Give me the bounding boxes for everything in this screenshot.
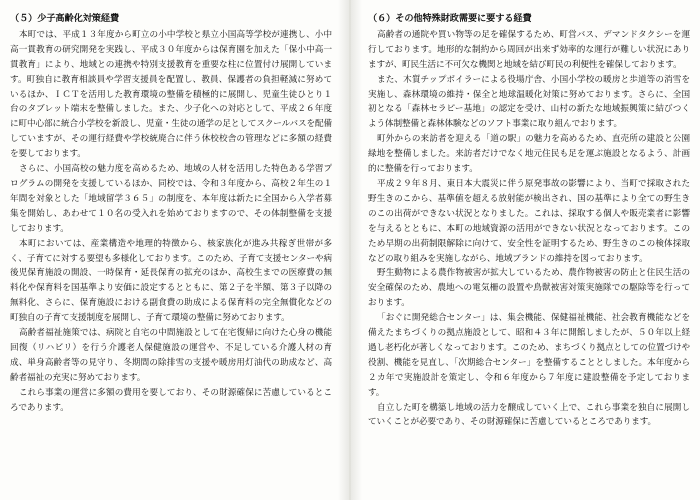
paragraph: これら事業の運営に多額の費用を要しており、その財源確保に苦慮しているところであります。	[10, 387, 332, 413]
paragraph: 高齢者の通院や買い物等の足を確保するため、町営バス、デマンドタクシーを運行しております。地形的な制約から周回が出来ず効率的な運行が難しい状況にありますが、町民生活に不可欠な機関と地域を結び町民の利便性を確保しております。	[368, 29, 690, 70]
book-gutter	[338, 0, 362, 500]
paragraph: 本町においては、産業構造や地理的特徴から、核家族化が進み共稼ぎ世帯が多く、子育てに対する要望も多様化しております。このため、子育て支援センターや病後児保育施設の開設、一時保育・延長保育の拡充のほか、高校生までの医療費の無料化や保育料を国基準より安価に設定するとともに、第２子を半額、第３子以降の無料化、さらに、保育施設における副食費の助成による保育料の完全無償化などの町独自の子育て支援制度を展開し、子育て環境の整備に努めております。	[10, 238, 332, 324]
paragraph: 平成２９年８月、東日本大震災に伴う原発事故の影響により、当町で採取された野生きのこから、基準値を超える放射能が検出され、国の基準により全ての野生きのこの出荷ができない状況となりました。これは、採取する個人や販売業者に影響を与えるとともに、本町の地域資源の活用ができない状況となっております。このため早期の出荷制限解除に向けて、安全性を証明するため、野生きのこの検体採取などの取り組みを実施しながら、地域ブランドの維持を図っております。	[368, 178, 690, 264]
paragraph: 野生動物による農作物被害が拡大しているため、農作物被害の防止と住民生活の安全確保のため、農地への電気柵の設置や鳥獣被害対策実施隊での駆除等を行っております。	[368, 268, 690, 309]
paragraph: さらに、小国高校の魅力度を高めるため、地域の人材を活用した特色ある学習プログラムの開発を支援しているほか、同校では、令和３年度から、高校２年生の１年間を対象とした「地域留学３６５」の制度を、本年度は新たに全国から入学者募集を開始し、あわせて１０名の受入れを始めておりますので、その体制整備を支援しております。	[10, 164, 332, 234]
paragraph: 自立した町を構築し地域の活力を醸成していく上で、これら事業を独自に展開していくことが必要であり、その財源確保に苦慮しているところであります。	[368, 402, 690, 428]
section-heading-6: （６）その他特殊財政需要に要する経費	[368, 13, 532, 24]
section-heading-5: （５）少子高齢化対策経費	[10, 13, 120, 24]
paragraph: また、木質チップボイラーによる役場庁舎、小国小学校の暖房と歩道等の消雪を実施し、森林環境の維持・保全と地球温暖化対策に努めております。さらに、全国初となる「森林セラピー基地」の認定を受け、山村の新たな地域振興策に結びつくよう体制整備と森林体験などのソフト事業に取り組んでおります。	[368, 74, 690, 130]
paragraph: 本町では、平成１３年度から町立の小中学校と県立小国高等学校が連携し、小中高一貫教育の研究開発を実践し、平成３０年度からは保育園を加えた「保小中高一貫教育」により、地域との連携や特別支援教育を重要な柱に位置付け展開しています。町独自に教育相談員や学習支援員を配置し、教員、保護者の負担軽減に努めているほか、ＩＣＴを活用した教育環境の整備を積極的に展開し、児童生徒ひとり１台のタブレット端末を整備しました。また、少子化への対応として、平成２６年度に町中心部に統合小学校を新設し、児童・生徒の通学の足としてスクールバスを配備していますが、その運行経費や学校統廃合に伴う休校校舎の管理などに多額の経費を要しております。	[10, 29, 332, 160]
right-column	[368, 12, 690, 430]
paragraph: 高齢者福祉施策では、病院と自宅の中間施設として在宅復帰に向けた心身の機能回復（リハビリ）を行う介護老人保健施設の運営や、不足している介護人材の育成、単身高齢者等の見守り、冬期間の除排雪の支援や暖房用灯油代の助成など、高齢者福祉の充実に努めております。	[10, 328, 332, 383]
paragraph: 「おぐに開発総合センター」は、集会機能、保健福祉機能、社会教育機能などを備えたまちづくりの拠点施設として、昭和４３年に開館しましたが、５０年以上経過し老朽化が著しくなっております。このため、まちづくり拠点としての位置づけや役割、機能を見直し、「次期総合センター」を整備することとしました。本年度から２カ年で実施設計を策定し、令和６年度から７年度に建設整備を予定しております。	[368, 313, 690, 398]
paragraph: 町外からの来訪者を迎える「道の駅」の魅力を高めるため、直売所の建設と公園緑地を整備しました。来訪者だけでなく地元住民も足を運ぶ施設となるよう、計画的に整備を行っております。	[368, 134, 690, 175]
left-column	[10, 12, 332, 415]
